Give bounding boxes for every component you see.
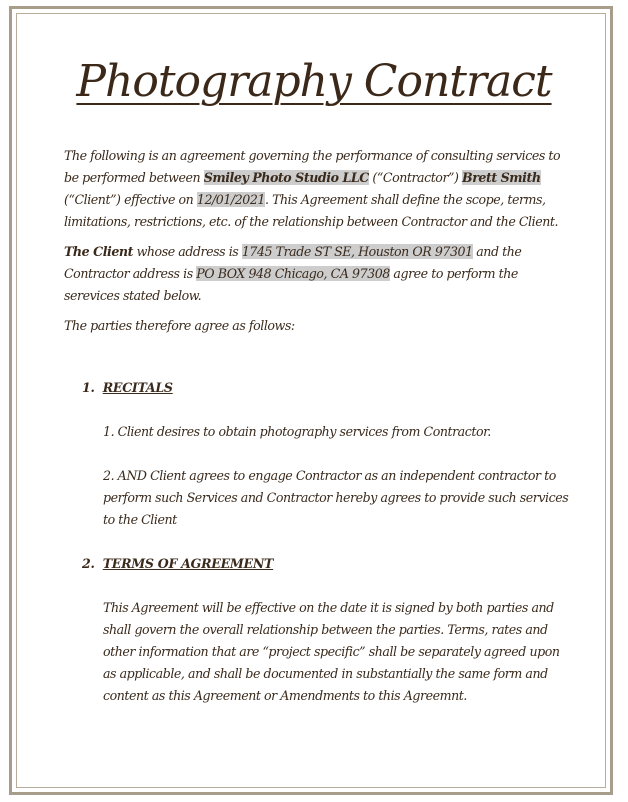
client-label: The Client — [64, 244, 134, 259]
address-paragraph — [64, 241, 564, 307]
section-heading-terms — [82, 556, 273, 571]
address-text: agree to perform the — [389, 266, 518, 281]
document-title — [0, 56, 628, 107]
recitals-item-2 — [103, 465, 568, 531]
client-name-field[interactable]: Brett Smith — [462, 170, 541, 185]
intro-text: . This Agreement shall define the scope, terms, — [264, 192, 546, 207]
recitals-item-2-line: to the Client — [103, 512, 177, 527]
address-line-3: serevices stated below. — [64, 288, 202, 303]
section-number: 2. — [82, 556, 95, 571]
recitals-item-2-line: perform such Services and Contractor hereby agrees to provide such services — [103, 490, 569, 505]
address-text: whose address is — [133, 244, 242, 259]
terms-line: content as this Agreement or Amendments to this Agreemnt. — [103, 688, 467, 703]
recitals-item-1: 1. Client desires to obtain photography services from Contractor. — [103, 424, 491, 439]
terms-line: other information that are “project specific” shall be separately agreed upon — [103, 644, 560, 659]
terms-line: as applicable, and shall be documented in substantially the same form and — [103, 666, 548, 681]
intro-paragraph — [64, 145, 564, 233]
address-text: Contractor address is — [64, 266, 197, 281]
section-heading-recitals — [82, 380, 173, 395]
contractor-name-field[interactable]: Smiley Photo Studio LLC — [203, 170, 369, 185]
section-title: TERMS OF AGREEMENT — [102, 556, 274, 571]
intro-line-2 — [64, 167, 564, 189]
intro-line-3 — [64, 189, 564, 211]
address-line-2 — [64, 263, 564, 285]
address-text: and the — [472, 244, 522, 259]
intro-text: be performed between — [64, 170, 204, 185]
section-number: 1. — [82, 380, 95, 395]
section-title: RECITALS — [102, 380, 173, 395]
client-address-field[interactable]: 1745 Trade ST SE, Houston OR 97301 — [241, 244, 473, 259]
effective-date-field[interactable]: 12/01/2021 — [196, 192, 265, 207]
intro-line-1: The following is an agreement governing the performance of consulting services to — [64, 148, 561, 163]
address-line-1 — [64, 241, 564, 263]
document-title-text: Photography Contract — [76, 56, 552, 107]
terms-line: This Agreement will be effective on the date it is signed by both parties and — [103, 600, 554, 615]
contractor-address-field[interactable]: PO BOX 948 Chicago, CA 97308 — [196, 266, 390, 281]
intro-text: (“Client”) effective on — [64, 192, 197, 207]
recitals-item-2-line: 2. AND Client agrees to engage Contractor as an independent contractor to — [103, 468, 556, 483]
intro-text: (“Contractor”) — [368, 170, 463, 185]
agree-line: The parties therefore agree as follows: — [64, 318, 295, 333]
terms-line: shall govern the overall relationship between the parties. Terms, rates and — [103, 622, 548, 637]
intro-line-4: limitations, restrictions, etc. of the relationship between Contractor and the Client. — [64, 214, 559, 229]
terms-paragraph — [103, 597, 560, 707]
